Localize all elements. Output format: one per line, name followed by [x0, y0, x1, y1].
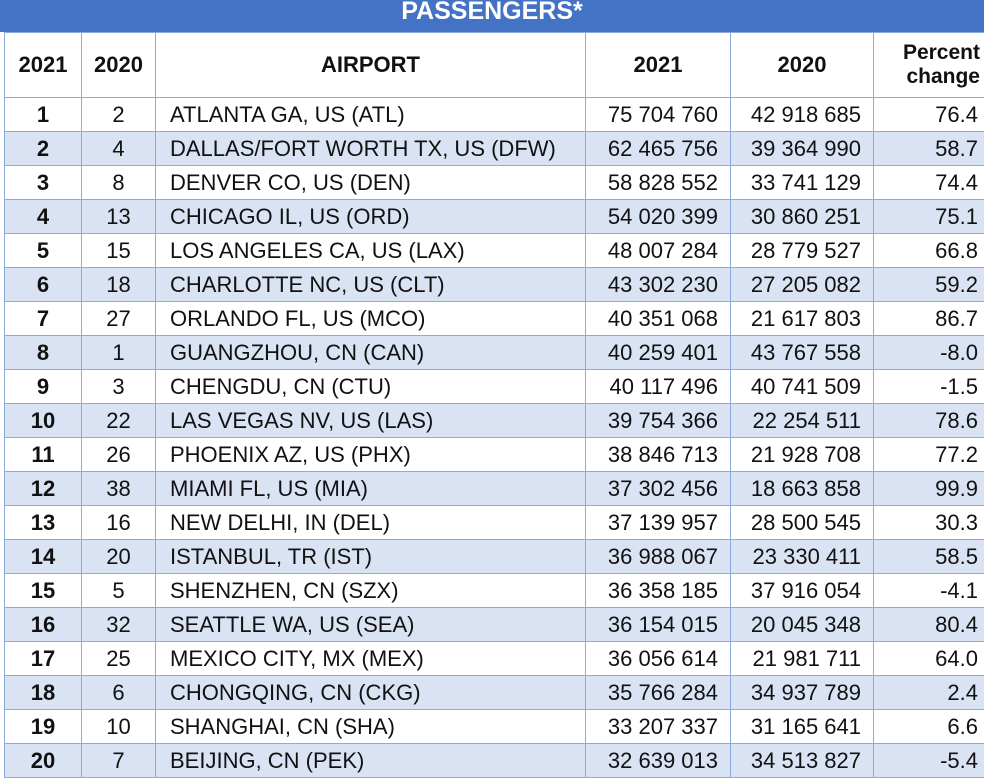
percent-change-cell: 86.7	[874, 302, 984, 336]
percent-change-cell: -1.5	[874, 370, 984, 404]
rank-2021-cell: 20	[5, 744, 82, 778]
rank-2021-cell: 7	[5, 302, 82, 336]
table-row	[5, 608, 984, 642]
passengers-2021-cell: 58 828 552	[586, 166, 731, 200]
rank-2020-cell: 4	[82, 132, 156, 166]
airport-cell: BEIJING, CN (PEK)	[156, 744, 586, 778]
rank-2020-cell: 25	[82, 642, 156, 676]
airport-cell: ATLANTA GA, US (ATL)	[156, 98, 586, 132]
airport-cell: CHICAGO IL, US (ORD)	[156, 200, 586, 234]
table-row	[5, 234, 984, 268]
percent-change-cell: 77.2	[874, 438, 984, 472]
passengers-2020-cell: 30 860 251	[731, 200, 874, 234]
table-title: PASSENGERS*	[0, 0, 984, 32]
percent-change-cell: 80.4	[874, 608, 984, 642]
passengers-2020-cell: 22 254 511	[731, 404, 874, 438]
rank-2020-cell: 6	[82, 676, 156, 710]
header-percent-line1: Percent	[880, 41, 980, 65]
percent-change-cell: 58.5	[874, 540, 984, 574]
passengers-2021-cell: 62 465 756	[586, 132, 731, 166]
table-row	[5, 710, 984, 744]
percent-change-cell: 6.6	[874, 710, 984, 744]
airport-cell: SHANGHAI, CN (SHA)	[156, 710, 586, 744]
percent-change-cell: 78.6	[874, 404, 984, 438]
rank-2021-cell: 19	[5, 710, 82, 744]
rank-2020-cell: 32	[82, 608, 156, 642]
table-row	[5, 200, 984, 234]
table-row	[5, 370, 984, 404]
percent-change-cell: 59.2	[874, 268, 984, 302]
table-row	[5, 438, 984, 472]
percent-change-cell: 74.4	[874, 166, 984, 200]
header-rank-2021: 2021	[5, 33, 82, 98]
rank-2021-cell: 18	[5, 676, 82, 710]
rank-2020-cell: 10	[82, 710, 156, 744]
passengers-2020-cell: 21 928 708	[731, 438, 874, 472]
percent-change-cell: -5.4	[874, 744, 984, 778]
rank-2021-cell: 3	[5, 166, 82, 200]
table-row	[5, 744, 984, 778]
rank-2021-cell: 5	[5, 234, 82, 268]
header-passengers-2020: 2020	[731, 33, 874, 98]
header-row	[5, 33, 984, 98]
passengers-2021-cell: 40 351 068	[586, 302, 731, 336]
rank-2020-cell: 20	[82, 540, 156, 574]
table-row	[5, 98, 984, 132]
table-row	[5, 472, 984, 506]
passengers-2020-cell: 21 617 803	[731, 302, 874, 336]
header-rank-2020: 2020	[82, 33, 156, 98]
airport-cell: NEW DELHI, IN (DEL)	[156, 506, 586, 540]
table-row	[5, 166, 984, 200]
percent-change-cell: 2.4	[874, 676, 984, 710]
table-row	[5, 574, 984, 608]
passengers-2020-cell: 40 741 509	[731, 370, 874, 404]
passengers-2021-cell: 43 302 230	[586, 268, 731, 302]
rank-2020-cell: 15	[82, 234, 156, 268]
passengers-2021-cell: 54 020 399	[586, 200, 731, 234]
passengers-2021-cell: 35 766 284	[586, 676, 731, 710]
percent-change-cell: 30.3	[874, 506, 984, 540]
passengers-2020-cell: 34 513 827	[731, 744, 874, 778]
rank-2021-cell: 9	[5, 370, 82, 404]
rank-2020-cell: 27	[82, 302, 156, 336]
airport-cell: CHENGDU, CN (CTU)	[156, 370, 586, 404]
rank-2021-cell: 12	[5, 472, 82, 506]
passengers-2020-cell: 21 981 711	[731, 642, 874, 676]
passengers-2021-cell: 75 704 760	[586, 98, 731, 132]
airport-cell: DALLAS/FORT WORTH TX, US (DFW)	[156, 132, 586, 166]
passengers-2021-cell: 37 302 456	[586, 472, 731, 506]
passengers-2021-cell: 37 139 957	[586, 506, 731, 540]
airport-cell: ORLANDO FL, US (MCO)	[156, 302, 586, 336]
airport-cell: MEXICO CITY, MX (MEX)	[156, 642, 586, 676]
passengers-2021-cell: 36 358 185	[586, 574, 731, 608]
percent-change-cell: 66.8	[874, 234, 984, 268]
table-row	[5, 268, 984, 302]
passengers-2021-cell: 32 639 013	[586, 744, 731, 778]
rank-2020-cell: 5	[82, 574, 156, 608]
passengers-2020-cell: 27 205 082	[731, 268, 874, 302]
passengers-2020-cell: 42 918 685	[731, 98, 874, 132]
passengers-2021-cell: 36 988 067	[586, 540, 731, 574]
percent-change-cell: 76.4	[874, 98, 984, 132]
passengers-2020-cell: 33 741 129	[731, 166, 874, 200]
rank-2020-cell: 22	[82, 404, 156, 438]
rank-2020-cell: 2	[82, 98, 156, 132]
airport-cell: LOS ANGELES CA, US (LAX)	[156, 234, 586, 268]
passengers-2021-cell: 48 007 284	[586, 234, 731, 268]
rank-2021-cell: 1	[5, 98, 82, 132]
rank-2020-cell: 7	[82, 744, 156, 778]
passengers-2020-cell: 28 500 545	[731, 506, 874, 540]
rank-2021-cell: 14	[5, 540, 82, 574]
table-row	[5, 302, 984, 336]
passengers-2020-cell: 39 364 990	[731, 132, 874, 166]
rank-2021-cell: 6	[5, 268, 82, 302]
passengers-2020-cell: 43 767 558	[731, 336, 874, 370]
rank-2021-cell: 16	[5, 608, 82, 642]
airport-cell: GUANGZHOU, CN (CAN)	[156, 336, 586, 370]
percent-change-cell: 58.7	[874, 132, 984, 166]
passengers-2021-cell: 39 754 366	[586, 404, 731, 438]
rank-2021-cell: 11	[5, 438, 82, 472]
passengers-2020-cell: 28 779 527	[731, 234, 874, 268]
rank-2021-cell: 17	[5, 642, 82, 676]
passengers-2021-cell: 33 207 337	[586, 710, 731, 744]
passengers-2020-cell: 23 330 411	[731, 540, 874, 574]
airport-cell: ISTANBUL, TR (IST)	[156, 540, 586, 574]
passengers-2021-cell: 36 056 614	[586, 642, 731, 676]
table-row	[5, 404, 984, 438]
table-row	[5, 540, 984, 574]
rank-2021-cell: 15	[5, 574, 82, 608]
passengers-2020-cell: 37 916 054	[731, 574, 874, 608]
passengers-2020-cell: 18 663 858	[731, 472, 874, 506]
header-percent-change	[874, 33, 984, 98]
table-row	[5, 336, 984, 370]
rank-2020-cell: 26	[82, 438, 156, 472]
rank-2020-cell: 16	[82, 506, 156, 540]
passengers-2021-cell: 40 117 496	[586, 370, 731, 404]
airport-cell: DENVER CO, US (DEN)	[156, 166, 586, 200]
passengers-2021-cell: 38 846 713	[586, 438, 731, 472]
table-row	[5, 642, 984, 676]
passengers-2021-cell: 36 154 015	[586, 608, 731, 642]
rank-2021-cell: 2	[5, 132, 82, 166]
passengers-2020-cell: 31 165 641	[731, 710, 874, 744]
airport-cell: CHONGQING, CN (CKG)	[156, 676, 586, 710]
percent-change-cell: 99.9	[874, 472, 984, 506]
header-percent-line2: change	[880, 65, 980, 89]
rank-2021-cell: 13	[5, 506, 82, 540]
percent-change-cell: -4.1	[874, 574, 984, 608]
header-passengers-2021: 2021	[586, 33, 731, 98]
percent-change-cell: -8.0	[874, 336, 984, 370]
airport-cell: MIAMI FL, US (MIA)	[156, 472, 586, 506]
airport-cell: PHOENIX AZ, US (PHX)	[156, 438, 586, 472]
passengers-2021-cell: 40 259 401	[586, 336, 731, 370]
airport-cell: LAS VEGAS NV, US (LAS)	[156, 404, 586, 438]
airport-passengers-table	[4, 32, 984, 778]
rank-2020-cell: 38	[82, 472, 156, 506]
rank-2021-cell: 4	[5, 200, 82, 234]
airport-cell: SEATTLE WA, US (SEA)	[156, 608, 586, 642]
rank-2021-cell: 8	[5, 336, 82, 370]
passengers-2020-cell: 34 937 789	[731, 676, 874, 710]
rank-2020-cell: 13	[82, 200, 156, 234]
percent-change-cell: 75.1	[874, 200, 984, 234]
passengers-2020-cell: 20 045 348	[731, 608, 874, 642]
rank-2020-cell: 3	[82, 370, 156, 404]
airport-cell: CHARLOTTE NC, US (CLT)	[156, 268, 586, 302]
table-row	[5, 676, 984, 710]
header-airport: AIRPORT	[156, 33, 586, 98]
percent-change-cell: 64.0	[874, 642, 984, 676]
table-row	[5, 506, 984, 540]
table-body	[5, 98, 984, 778]
rank-2020-cell: 8	[82, 166, 156, 200]
rank-2021-cell: 10	[5, 404, 82, 438]
rank-2020-cell: 18	[82, 268, 156, 302]
airport-cell: SHENZHEN, CN (SZX)	[156, 574, 586, 608]
rank-2020-cell: 1	[82, 336, 156, 370]
table-row	[5, 132, 984, 166]
